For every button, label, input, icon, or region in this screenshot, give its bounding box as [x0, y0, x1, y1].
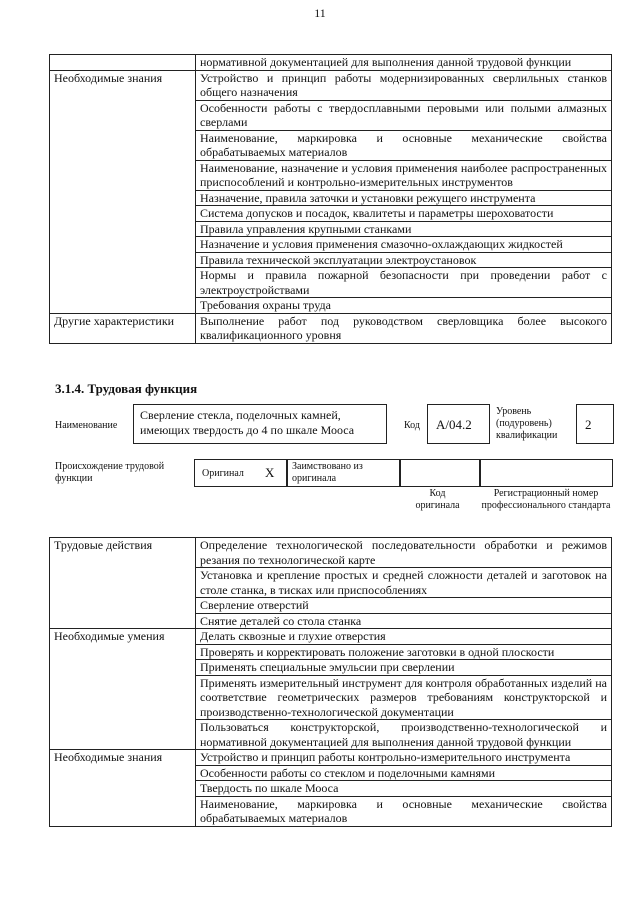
section-title: 3.1.4. Трудовая функция: [55, 381, 198, 396]
reg-number-label: Регистрационный номер профессионального стандарта: [481, 488, 611, 511]
name-value: Сверление стекла, поделочных камней, имеющих твердость до 4 по шкале Мооса: [140, 408, 355, 437]
level-value-box: [576, 404, 614, 444]
top-table-cell: Особенности работы с твердосплавными перовыми или полыми алмазных сверлами: [196, 100, 612, 130]
labor-table-row: [50, 538, 612, 568]
top-table-cell: Устройство и принцип работы модернизированных сверлильных станков общего назначения: [196, 70, 612, 100]
top-table-cell: Система допусков и посадок, квалитеты и параметры шероховатости: [196, 206, 612, 222]
level-label: Уровень (подуровень) квалификации: [496, 406, 558, 441]
code-orig-cell: [399, 459, 481, 487]
labor-table-cell: Установка и крепление простых и средней сложности деталей и заготовок на столе станка, в тисках или приспособлениях: [196, 568, 612, 598]
top-table-cell: Нормы и правила пожарной безопасности при проведении работ с электроустройствами: [196, 268, 612, 298]
page-number: 11: [314, 6, 326, 20]
knowledge-table-top: [49, 54, 612, 344]
top-table-row-label: Необходимые знания: [50, 70, 196, 313]
labor-table-cell: Пользоваться конструкторской, производственно-технологической и нормативной документацией для выполнения данной трудовой функции: [196, 720, 612, 750]
labor-table-cell: Особенности работы со стеклом и поделочными камнями: [196, 765, 612, 781]
original-mark: Х: [265, 465, 275, 480]
code-orig-label: Код оригинала: [415, 488, 460, 511]
origin-label: Происхождение трудовой функции: [55, 461, 165, 484]
original-cell: [194, 459, 288, 487]
top-table-row: [50, 313, 612, 343]
top-table-cell: Выполнение работ под руководством сверловщика более высокого квалификационного уровня: [196, 313, 612, 343]
labor-table-cell: Твердость по шкале Мооса: [196, 781, 612, 797]
top-table-cell: Правила технической эксплуатации электроустановок: [196, 252, 612, 268]
labor-table-cell: Сверление отверстий: [196, 598, 612, 614]
borrowed-cell: [286, 459, 401, 487]
top-table-cell: Наименование, маркировка и основные механические свойства обрабатываемых материалов: [196, 130, 612, 160]
top-table-cell: Назначение, правила заточки и установки режущего инструмента: [196, 190, 612, 206]
reg-number-cell: [479, 459, 613, 487]
labor-table-cell: Делать сквозные и глухие отверстия: [196, 629, 612, 645]
labor-table-cell: Устройство и принцип работы контрольно-измерительного инструмента: [196, 750, 612, 766]
code-value: А/04.2: [436, 417, 472, 432]
top-table-cell: Требования охраны труда: [196, 298, 612, 314]
code-value-box: [427, 404, 490, 444]
labor-table-row: [50, 629, 612, 645]
name-label: Наименование: [55, 420, 118, 431]
top-table-cell: Назначение и условия применения смазочно-охлаждающих жидкостей: [196, 237, 612, 253]
top-table-cell: Наименование, назначение и условия применения наиболее распространенных приспособлений и контрольно-измерительных инструментов: [196, 160, 612, 190]
labor-table-row-label: Необходимые знания: [50, 750, 196, 827]
name-value-box: [133, 404, 387, 444]
origin-table: [194, 459, 612, 486]
borrowed-label: Заимствовано из оригинала: [292, 461, 363, 484]
top-table-cell: нормативной документацией для выполнения данной трудовой функции: [196, 55, 612, 71]
labor-table-cell: Снятие деталей со стола станка: [196, 613, 612, 629]
labor-table-cell: Наименование, маркировка и основные механические свойства обрабатываемых материалов: [196, 796, 612, 826]
labor-table-row-label: Необходимые умения: [50, 629, 196, 750]
labor-table-cell: Определение технологической последовательности обработки и режимов резания по технологической карте: [196, 538, 612, 568]
level-value: 2: [585, 417, 592, 432]
top-table-row-label: Другие характеристики: [50, 313, 196, 343]
top-table-cell: Правила управления крупными станками: [196, 221, 612, 237]
labor-table-cell: Применять измерительный инструмент для контроля обработанных изделий на соответствие геометрических размеров требованиям конструкторской и производственно-технологической документации: [196, 675, 612, 720]
top-table-row: [50, 70, 612, 100]
original-label: Оригинал: [202, 468, 244, 479]
top-table-row-label: [50, 55, 196, 71]
code-label: Код: [404, 420, 420, 431]
labor-table-row: [50, 750, 612, 766]
labor-table-cell: Проверять и корректировать положение заготовки в одной плоскости: [196, 644, 612, 660]
top-table-row: [50, 55, 612, 71]
labor-table-row-label: Трудовые действия: [50, 538, 196, 629]
labor-function-table: [49, 537, 612, 827]
labor-table-cell: Применять специальные эмульсии при сверлении: [196, 660, 612, 676]
